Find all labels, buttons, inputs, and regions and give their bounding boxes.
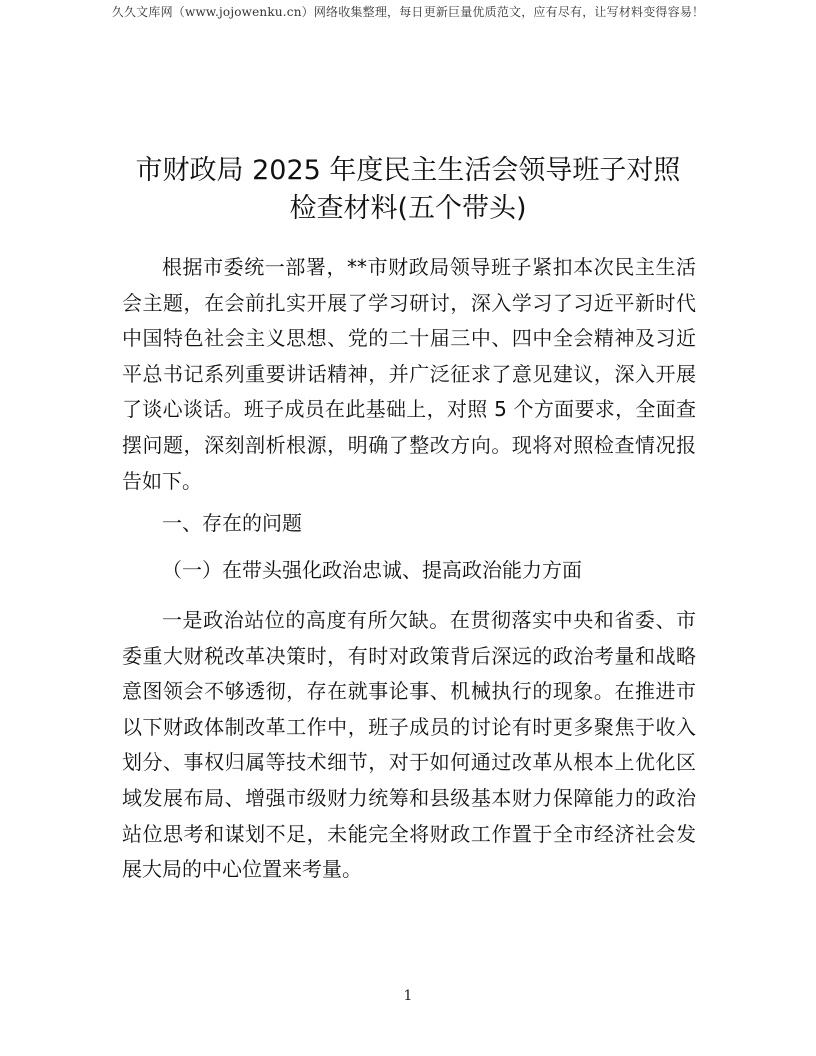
watermark-header: 久久文库网（www.jojowenku.cn）网络收集整理，每日更新巨量优质范文，应有尽有，让写材料变得容易！ — [111, 5, 705, 19]
point-paragraph: 一是政治站位的高度有所欠缺。在贯彻落实中央和省委、市委重大财税改革决策时，有时对政策背后深远的政治考量和战略意图领会不够透彻，存在就事论事、机械执行的现象。在推进市以下财政体制改革工作中，班子成员的讨论有时更多聚焦于收入划分、事权归属等技术细节，对于如何通过改革从根本上优化区域发展布局、增强市级财力统筹和县级基本财力保障能力的政治站位思考和谋划不足，未能完全将财政工作置于全市经济社会发展大局的中心位置来考量。 — [122, 608, 696, 882]
subsection-heading: （一）在带头强化政治忠诚、提高政治能力方面 — [162, 558, 582, 582]
subsection-heading-block — [122, 553, 696, 589]
title-line-2: 检查材料(五个带头) — [289, 193, 527, 224]
intro-paragraph: 根据市委统一部署，**市财政局领导班子紧扣本次民主生活会主题，在会前扎实开展了学习研讨，深入学习了习近平新时代中国特色社会主义思想、党的二十届三中、四中全会精神及习近平总书记系列重要讲话精神，并广泛征求了意见建议，深入开展了谈心谈话。班子成员在此基础上，对照 5 个方面要求，全面查摆问题，深刻剖析根源，明确了整改方向。现将对照检查情况报告如下。 — [122, 255, 696, 493]
title-line-1: 市财政局 2025 年度民主生活会领导班子对照 — [135, 155, 681, 186]
point-block — [122, 603, 696, 888]
intro-block — [122, 250, 696, 499]
page-number: 1 — [403, 988, 413, 1004]
section-heading-block — [122, 506, 696, 542]
document-title — [80, 152, 736, 228]
section-heading: 一、存在的问题 — [162, 511, 302, 535]
